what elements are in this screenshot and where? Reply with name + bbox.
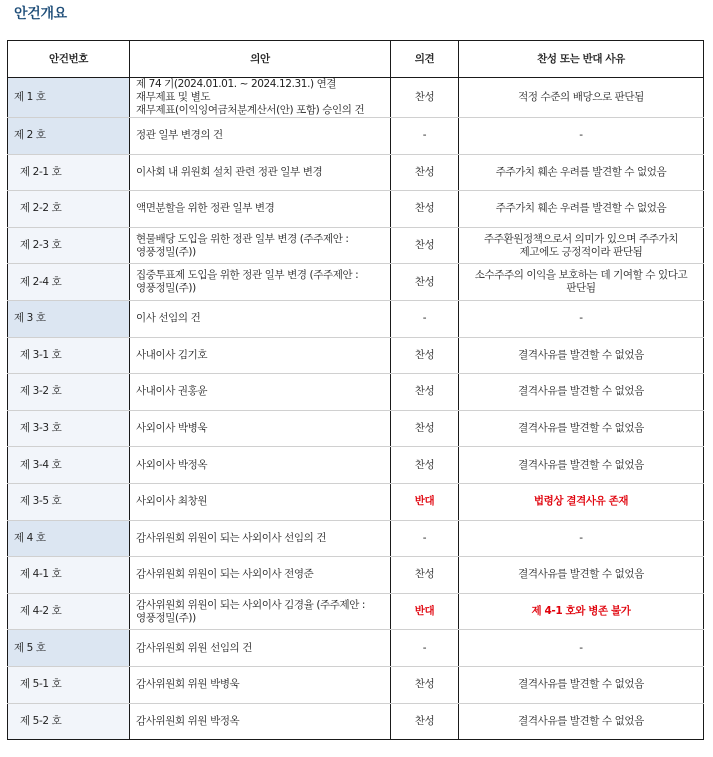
agenda-item-line: 액면분할을 위한 정관 일부 변경 xyxy=(136,202,275,215)
vote-opinion: 찬성 xyxy=(391,227,459,264)
agenda-number: 제 2-3 호 xyxy=(8,227,130,264)
agenda-item-line: 현물배당 도입을 위한 정관 일부 변경 (주주제안 : xyxy=(136,232,349,245)
vote-opinion: 찬성 xyxy=(391,78,459,118)
agenda-item-line: 집중투표제 도입을 위한 정관 일부 변경 (주주제안 : xyxy=(136,269,359,282)
agenda-item xyxy=(130,300,391,337)
vote-opinion: - xyxy=(391,630,459,667)
vote-reason xyxy=(459,264,704,301)
vote-reason-line: - xyxy=(579,531,583,544)
agenda-item xyxy=(130,154,391,191)
agenda-item xyxy=(130,666,391,703)
agenda-item xyxy=(130,630,391,667)
table-row xyxy=(8,630,704,667)
vote-opinion: 찬성 xyxy=(391,557,459,594)
agenda-item-line: 감사위원회 위원 선임의 건 xyxy=(136,641,252,654)
agenda-number: 제 1 호 xyxy=(8,78,130,118)
header-item: 의안 xyxy=(130,41,391,78)
table-row xyxy=(8,154,704,191)
header-reason: 찬성 또는 반대 사유 xyxy=(459,41,704,78)
vote-opinion: 찬성 xyxy=(391,447,459,484)
agenda-number: 제 5-1 호 xyxy=(8,666,130,703)
vote-reason-line: 결격사유를 발견할 수 없었음 xyxy=(518,348,644,361)
agenda-item-line: 감사위원회 위원 박병욱 xyxy=(136,678,240,691)
agenda-number: 제 3-3 호 xyxy=(8,410,130,447)
agenda-item xyxy=(130,374,391,411)
table-row xyxy=(8,191,704,228)
agenda-item xyxy=(130,227,391,264)
table-row xyxy=(8,483,704,520)
vote-reason-line: 주주가치 훼손 우려를 발견할 수 없었음 xyxy=(495,202,667,215)
agenda-item-line: 제 74 기(2024.01.01. ~ 2024.12.31.) 연결 xyxy=(136,78,337,90)
agenda-number: 제 3 호 xyxy=(8,300,130,337)
vote-reason-line: 소수주주의 이익을 보호하는 데 기여할 수 있다고 xyxy=(474,269,688,282)
agenda-item xyxy=(130,78,391,118)
vote-opinion: 찬성 xyxy=(391,154,459,191)
agenda-item-line: 영풍정밀(주)) xyxy=(136,245,196,258)
vote-opinion: - xyxy=(391,520,459,557)
agenda-item-line: 감사위원회 위원이 되는 사외이사 전영준 xyxy=(136,568,314,581)
table-row xyxy=(8,227,704,264)
agenda-item-line: 이사 선임의 건 xyxy=(136,312,201,325)
agenda-item-line: 이사회 내 위원회 설치 관련 정관 일부 변경 xyxy=(136,165,323,178)
vote-reason-line: - xyxy=(579,641,583,654)
vote-opinion: 찬성 xyxy=(391,264,459,301)
vote-opinion: 찬성 xyxy=(391,374,459,411)
vote-reason xyxy=(459,154,704,191)
agenda-item-line: 영풍정밀(주)) xyxy=(136,282,196,295)
agenda-number: 제 2-2 호 xyxy=(8,191,130,228)
agenda-item-line: 사외이사 박정옥 xyxy=(136,458,208,471)
table-row xyxy=(8,703,704,740)
vote-reason xyxy=(459,520,704,557)
table-row xyxy=(8,78,704,118)
table-body xyxy=(8,78,704,740)
vote-opinion: 반대 xyxy=(391,593,459,630)
vote-reason xyxy=(459,447,704,484)
agenda-number: 제 3-5 호 xyxy=(8,483,130,520)
agenda-item-line: 감사위원회 위원이 되는 사외이사 김경율 (주주제안 : xyxy=(136,598,366,611)
agenda-item xyxy=(130,520,391,557)
vote-reason xyxy=(459,483,704,520)
vote-reason-line: 제 4-1 호와 병존 불가 xyxy=(531,605,631,618)
agenda-item xyxy=(130,703,391,740)
vote-reason-line: 결격사유를 발견할 수 없었음 xyxy=(518,714,644,727)
agenda-item-line: 재무제표(이익잉여금처분계산서(안) 포함) 승인의 건 xyxy=(136,104,365,116)
agenda-item-line: 정관 일부 변경의 건 xyxy=(136,129,223,142)
table-row xyxy=(8,666,704,703)
vote-opinion: 찬성 xyxy=(391,191,459,228)
table-header-row xyxy=(8,41,704,78)
agenda-item-line: 영풍정밀(주)) xyxy=(136,611,196,624)
agenda-number: 제 2-4 호 xyxy=(8,264,130,301)
agenda-number: 제 3-1 호 xyxy=(8,337,130,374)
vote-reason-line: 제고에도 긍정적이라 판단됨 xyxy=(519,245,643,258)
vote-reason xyxy=(459,374,704,411)
agenda-item xyxy=(130,410,391,447)
table-row xyxy=(8,264,704,301)
table-row xyxy=(8,337,704,374)
agenda-number: 제 3-4 호 xyxy=(8,447,130,484)
vote-reason xyxy=(459,666,704,703)
vote-opinion: 찬성 xyxy=(391,410,459,447)
vote-reason-line: 결격사유를 발견할 수 없었음 xyxy=(518,422,644,435)
agenda-number: 제 2 호 xyxy=(8,118,130,155)
agenda-item xyxy=(130,593,391,630)
agenda-item xyxy=(130,264,391,301)
agenda-number: 제 2-1 호 xyxy=(8,154,130,191)
agenda-item-line: 사내이사 김기호 xyxy=(136,348,208,361)
vote-opinion: 찬성 xyxy=(391,703,459,740)
agenda-table xyxy=(7,40,704,740)
agenda-item-line: 사외이사 박병욱 xyxy=(136,422,208,435)
table-row xyxy=(8,557,704,594)
agenda-item-line: 재무제표 및 별도 xyxy=(136,91,211,103)
vote-reason-line: 주주환원정책으로서 의미가 있으며 주주가치 xyxy=(484,232,678,245)
agenda-item xyxy=(130,557,391,594)
table-row xyxy=(8,520,704,557)
agenda-item-line: 사외이사 최창원 xyxy=(136,495,208,508)
table-row xyxy=(8,300,704,337)
agenda-item xyxy=(130,118,391,155)
agenda-item xyxy=(130,483,391,520)
vote-reason-line: - xyxy=(579,312,583,325)
vote-opinion: 반대 xyxy=(391,483,459,520)
table-row xyxy=(8,410,704,447)
vote-opinion: - xyxy=(391,300,459,337)
vote-reason-line: 판단됨 xyxy=(566,282,596,295)
vote-reason xyxy=(459,191,704,228)
vote-reason xyxy=(459,78,704,118)
agenda-item xyxy=(130,337,391,374)
table-row xyxy=(8,593,704,630)
vote-reason xyxy=(459,300,704,337)
vote-reason xyxy=(459,227,704,264)
vote-reason-line: 주주가치 훼손 우려를 발견할 수 없었음 xyxy=(495,165,667,178)
agenda-number: 제 5 호 xyxy=(8,630,130,667)
vote-reason-line: 법령상 결격사유 존재 xyxy=(533,495,629,508)
agenda-item-line: 감사위원회 위원이 되는 사외이사 선임의 건 xyxy=(136,531,327,544)
agenda-item xyxy=(130,191,391,228)
agenda-number: 제 4-2 호 xyxy=(8,593,130,630)
vote-reason xyxy=(459,593,704,630)
vote-opinion: - xyxy=(391,118,459,155)
vote-opinion: 찬성 xyxy=(391,337,459,374)
table-row xyxy=(8,447,704,484)
header-opinion: 의견 xyxy=(391,41,459,78)
vote-reason-line: 결격사유를 발견할 수 없었음 xyxy=(518,385,644,398)
vote-reason xyxy=(459,118,704,155)
vote-opinion: 찬성 xyxy=(391,666,459,703)
vote-reason-line: 결격사유를 발견할 수 없었음 xyxy=(518,458,644,471)
agenda-item-line: 감사위원회 위원 박정옥 xyxy=(136,714,240,727)
table-row xyxy=(8,118,704,155)
agenda-number: 제 3-2 호 xyxy=(8,374,130,411)
agenda-number: 제 5-2 호 xyxy=(8,703,130,740)
header-number: 안건번호 xyxy=(8,41,130,78)
agenda-item xyxy=(130,447,391,484)
vote-reason-line: 적정 수준의 배당으로 판단됨 xyxy=(518,91,644,103)
vote-reason-line: 결격사유를 발견할 수 없었음 xyxy=(518,678,644,691)
agenda-item-line: 사내이사 권홍윤 xyxy=(136,385,208,398)
vote-reason xyxy=(459,410,704,447)
page-title: 안건개요 xyxy=(14,6,67,22)
vote-reason-line: 결격사유를 발견할 수 없었음 xyxy=(518,568,644,581)
vote-reason xyxy=(459,630,704,667)
vote-reason-line: - xyxy=(579,129,583,142)
agenda-number: 제 4-1 호 xyxy=(8,557,130,594)
agenda-number: 제 4 호 xyxy=(8,520,130,557)
table-row xyxy=(8,374,704,411)
vote-reason xyxy=(459,337,704,374)
vote-reason xyxy=(459,703,704,740)
vote-reason xyxy=(459,557,704,594)
